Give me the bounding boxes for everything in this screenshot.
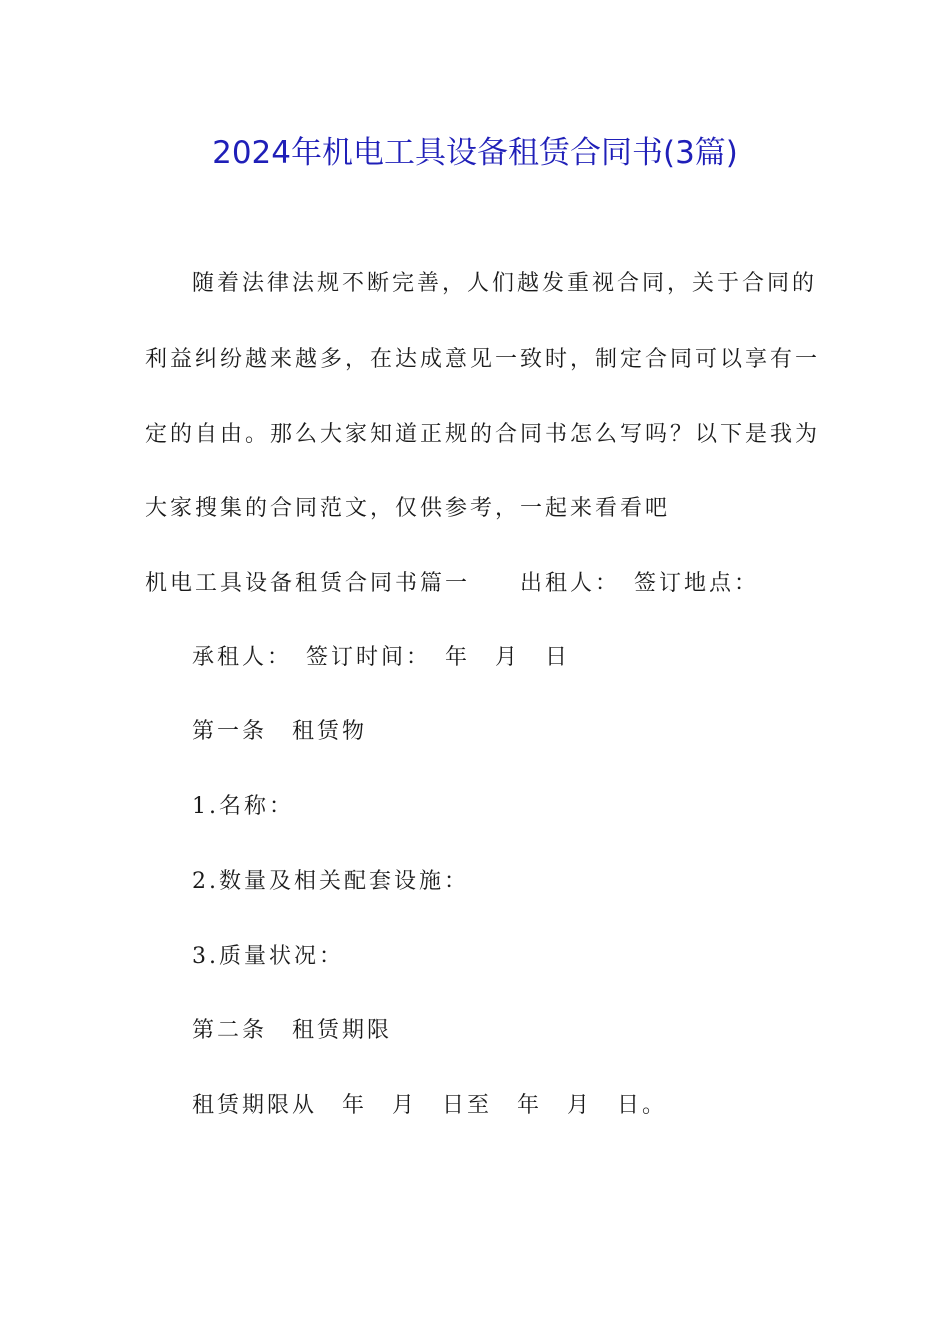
body-line-lessee: 承租人： 签订时间： 年 月 日 xyxy=(192,645,571,670)
body-line-article-1: 第一条 租赁物 xyxy=(192,719,368,744)
document-title: 2024年机电工具设备租赁合同书(3篇) xyxy=(212,135,738,171)
body-line-quantity: 2.数量及相关配套设施： xyxy=(192,869,469,894)
intro-line-4: 大家搜集的合同范文，仅供参考，一起来看看吧 xyxy=(145,496,671,521)
body-line-period: 租赁期限从 年 月 日至 年 月 日。 xyxy=(192,1093,668,1118)
intro-line-1: 随着法律法规不断完善，人们越发重视合同，关于合同的 xyxy=(192,271,818,296)
intro-line-3: 定的自由。那么大家知道正规的合同书怎么写吗？以下是我为 xyxy=(145,422,821,447)
body-line-name: 1.名称： xyxy=(192,794,294,819)
body-line-article-2: 第二条 租赁期限 xyxy=(192,1018,393,1043)
intro-line-2: 利益纠纷越来越多，在达成意见一致时，制定合同可以享有一 xyxy=(145,347,821,372)
section-heading-line: 机电工具设备租赁合同书篇一 出租人： 签订地点： xyxy=(145,571,760,596)
body-line-quality: 3.质量状况： xyxy=(192,944,344,969)
